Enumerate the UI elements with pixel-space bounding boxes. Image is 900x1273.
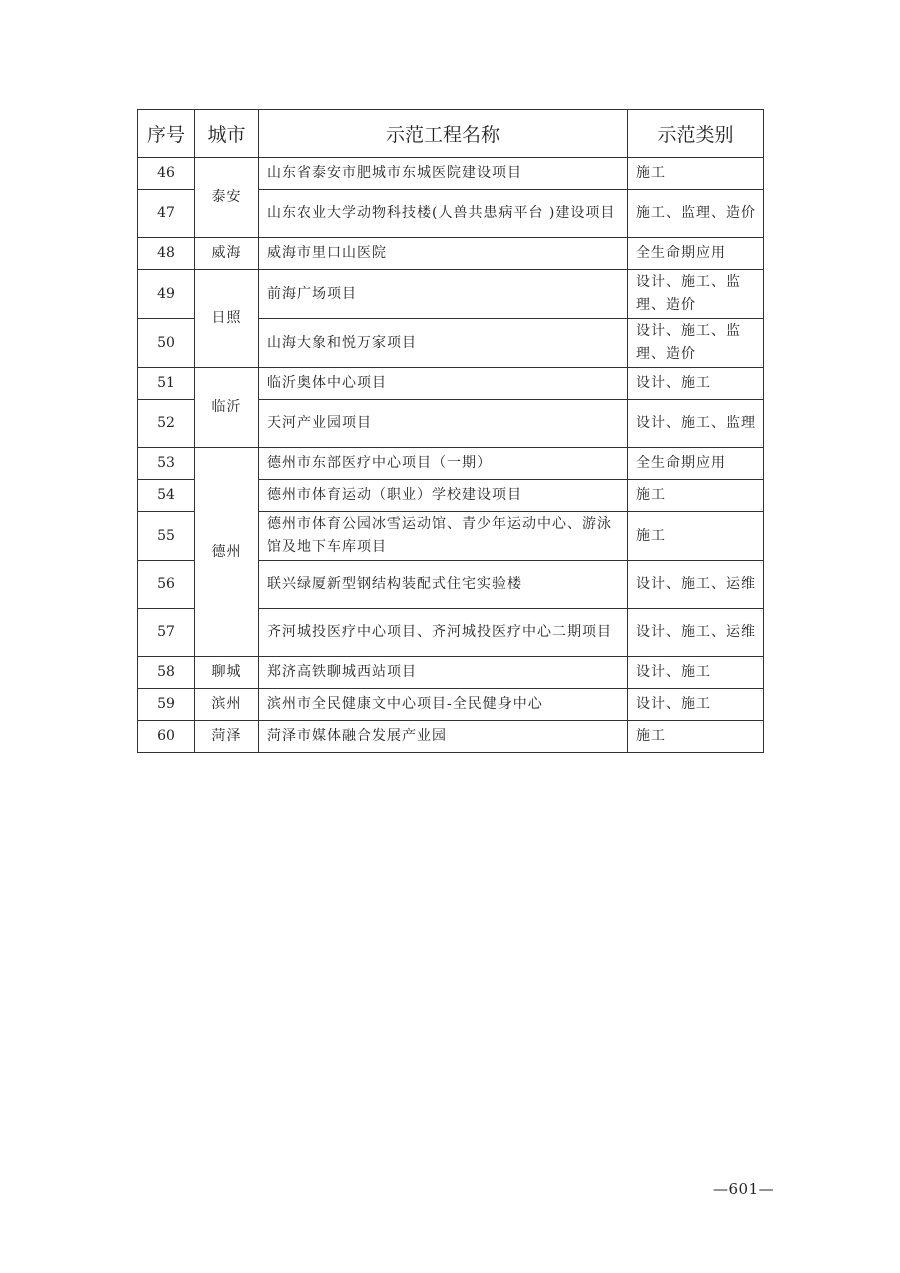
table-row (138, 368, 764, 400)
row-seq: 48 (138, 238, 195, 270)
row-project-name: 山海大象和悦万家项目 (259, 319, 628, 368)
header-seq: 序号 (138, 110, 195, 158)
row-city: 泰安 (195, 158, 259, 238)
row-project-name: 联兴绿厦新型钢结构装配式住宅实验楼 (259, 561, 628, 609)
row-seq: 59 (138, 689, 195, 721)
table-row (138, 270, 764, 319)
row-seq: 60 (138, 721, 195, 753)
row-project-name: 天河产业园项目 (259, 400, 628, 448)
table-row (138, 721, 764, 753)
row-city: 菏泽 (195, 721, 259, 753)
row-category: 施工、监理、造价 (628, 190, 764, 238)
row-city: 威海 (195, 238, 259, 270)
table-row (138, 448, 764, 480)
row-category: 设计、施工、运维 (628, 561, 764, 609)
row-category: 施工 (628, 721, 764, 753)
table-row (138, 689, 764, 721)
table-header-row (138, 110, 764, 158)
row-category: 设计、施工 (628, 689, 764, 721)
row-seq: 58 (138, 657, 195, 689)
row-project-name: 滨州市全民健康文中心项目-全民健身中心 (259, 689, 628, 721)
row-category: 全生命期应用 (628, 238, 764, 270)
row-project-name: 菏泽市媒体融合发展产业园 (259, 721, 628, 753)
row-seq: 57 (138, 609, 195, 657)
header-city: 城市 (195, 110, 259, 158)
row-city: 德州 (195, 448, 259, 657)
row-seq: 53 (138, 448, 195, 480)
header-project-name: 示范工程名称 (259, 110, 628, 158)
row-seq: 46 (138, 158, 195, 190)
row-category: 施工 (628, 480, 764, 512)
row-project-name: 山东农业大学动物科技楼(人兽共患病平台 )建设项目 (259, 190, 628, 238)
row-seq: 50 (138, 319, 195, 368)
table-row (138, 158, 764, 190)
row-project-name: 齐河城投医疗中心项目、齐河城投医疗中心二期项目 (259, 609, 628, 657)
row-city: 聊城 (195, 657, 259, 689)
row-seq: 55 (138, 512, 195, 561)
row-city: 临沂 (195, 368, 259, 448)
row-project-name: 临沂奥体中心项目 (259, 368, 628, 400)
row-project-name: 威海市里口山医院 (259, 238, 628, 270)
header-category: 示范类别 (628, 110, 764, 158)
row-category: 设计、施工 (628, 368, 764, 400)
row-project-name: 德州市体育公园冰雪运动馆、青少年运动中心、游泳馆及地下车库项目 (259, 512, 628, 561)
row-seq: 49 (138, 270, 195, 319)
table-row (138, 657, 764, 689)
row-seq: 47 (138, 190, 195, 238)
row-project-name: 山东省泰安市肥城市东城医院建设项目 (259, 158, 628, 190)
row-city: 滨州 (195, 689, 259, 721)
row-category: 施工 (628, 512, 764, 561)
row-seq: 51 (138, 368, 195, 400)
row-category: 全生命期应用 (628, 448, 764, 480)
row-project-name: 郑济高铁聊城西站项目 (259, 657, 628, 689)
row-city: 日照 (195, 270, 259, 368)
row-category: 设计、施工、监理、造价 (628, 319, 764, 368)
table-row (138, 238, 764, 270)
row-project-name: 前海广场项目 (259, 270, 628, 319)
row-project-name: 德州市东部医疗中心项目（一期） (259, 448, 628, 480)
row-category: 设计、施工、监理、造价 (628, 270, 764, 319)
row-category: 设计、施工、运维 (628, 609, 764, 657)
row-category: 设计、施工 (628, 657, 764, 689)
demonstration-projects-table (137, 109, 764, 753)
row-category: 施工 (628, 158, 764, 190)
row-project-name: 德州市体育运动（职业）学校建设项目 (259, 480, 628, 512)
page-number: —601— (713, 1180, 775, 1198)
row-seq: 56 (138, 561, 195, 609)
row-category: 设计、施工、监理 (628, 400, 764, 448)
row-seq: 54 (138, 480, 195, 512)
row-seq: 52 (138, 400, 195, 448)
